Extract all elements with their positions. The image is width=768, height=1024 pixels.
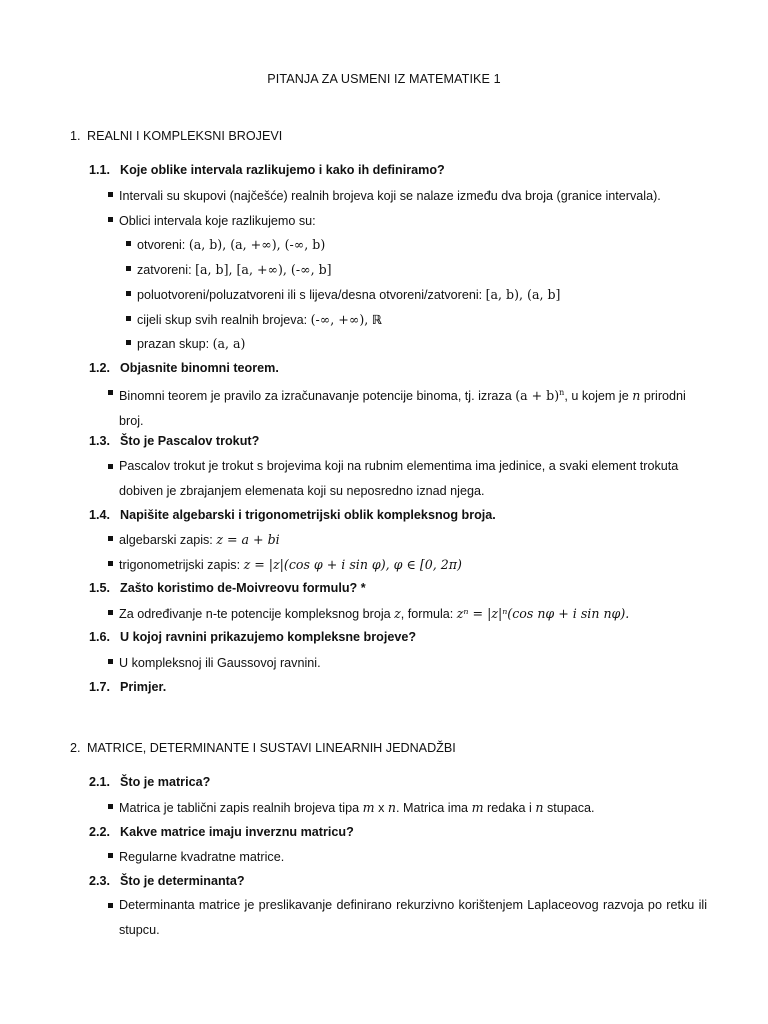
bullet-item: Intervali su skupovi (najčešće) realnih brojeva koji se nalaze između dva broja (granice intervala).	[108, 188, 661, 203]
bullet-square-icon	[108, 192, 113, 197]
bullet-square-icon	[108, 903, 113, 908]
bullet-square-icon	[126, 266, 131, 271]
page-title: PITANJA ZA USMENI IZ MATEMATIKE 1	[267, 72, 501, 86]
question-2-1: 2.1. Što je matrica?	[89, 775, 211, 789]
question-1-1: 1.1. Koje oblike intervala razlikujemo i kako ih definiramo?	[89, 163, 445, 177]
bullet-item: Matrica je tablični zapis realnih brojeva tipa m x n. Matrica ima m redaka i n stupaca.	[108, 800, 595, 815]
bullet-square-icon	[108, 659, 113, 664]
bullet-square-icon	[108, 390, 113, 395]
real-numbers-symbol: ℝ	[371, 312, 382, 328]
section-heading-2	[70, 741, 456, 755]
question-1-3: 1.3. Što je Pascalov trokut?	[89, 434, 260, 448]
bullet-square-icon	[108, 561, 113, 566]
question-1-4: 1.4. Napišite algebarski i trigonometrijski oblik kompleksnog broja.	[89, 508, 496, 522]
bullet-square-icon	[108, 464, 113, 469]
bullet-square-icon	[126, 340, 131, 345]
bullet-square-icon	[108, 804, 113, 809]
bullet-item: algebarski zapis: z = a + bi	[108, 532, 280, 547]
question-1-5: 1.5. Zašto koristimo de-Moivreovu formulu? *	[89, 581, 366, 595]
question-2-3: 2.3. Što je determinanta?	[89, 874, 245, 888]
bullet-item: Regularne kvadratne matrice.	[108, 849, 284, 864]
bullet-square-icon	[108, 217, 113, 222]
sub-bullet-item: poluotvoreni/poluzatvoreni ili s lijeva/desna otvoreni/zatvoreni: [a, b), (a, b]	[126, 287, 560, 302]
question-1-6: 1.6. U kojoj ravnini prikazujemo kompleksne brojeve?	[89, 630, 417, 644]
sub-bullet-item: otvoreni: (a, b), (a, +∞), (-∞, b)	[126, 237, 325, 252]
question-1-2: 1.2. Objasnite binomni teorem.	[89, 361, 279, 375]
sub-bullet-item: cijeli skup svih realnih brojeva: (-∞, +∞), ℝ	[126, 312, 382, 327]
bullet-square-icon	[108, 610, 113, 615]
bullet-item: Pascalov trokut je trokut s brojevima koji na rubnim elementima ima jedinice, a svaki element trokuta dobiven je zbrajanjem elemenata koji su neposredno iznad njega.	[108, 454, 709, 504]
section-heading-1	[70, 129, 282, 143]
bullet-item: Binomni teorem je pravilo za izračunavanje potencije binoma, tj. izraza $(a + b)^n$, u kojem je n prirodni broj.	[108, 380, 707, 434]
section-number: 2.	[70, 741, 81, 755]
bullet-item: trigonometrijski zapis: z = |z|(cos φ + i sin φ), φ ∈ [0, 2π)	[108, 557, 462, 572]
section-title: REALNI I KOMPLEKSNI BROJEVI	[87, 129, 283, 143]
section-title: MATRICE, DETERMINANTE I SUSTAVI LINEARNIH JEDNADŽBI	[87, 741, 456, 755]
bullet-item: Oblici intervala koje razlikujemo su:	[108, 213, 316, 228]
bullet-square-icon	[108, 853, 113, 858]
bullet-item: U kompleksnoj ili Gaussovoj ravnini.	[108, 655, 321, 670]
bullet-item: Za određivanje n-te potencije kompleksnog broja z, formula: zⁿ = |z|ⁿ(cos nφ + i sin nφ).	[108, 606, 629, 621]
question-1-7: 1.7. Primjer.	[89, 680, 167, 694]
bullet-square-icon	[126, 291, 131, 296]
bullet-square-icon	[126, 241, 131, 246]
bullet-square-icon	[126, 316, 131, 321]
bullet-square-icon	[108, 536, 113, 541]
question-2-2: 2.2. Kakve matrice imaju inverznu matricu?	[89, 825, 354, 839]
sub-bullet-item: zatvoreni: [a, b], [a, +∞), (-∞, b]	[126, 262, 332, 277]
sub-bullet-item: prazan skup: (a, a)	[126, 336, 245, 351]
bullet-item: Determinanta matrice je preslikavanje definirano rekurzivno korištenjem Laplaceovog razvoja po retku ili stupcu.	[108, 893, 707, 943]
section-number: 1.	[70, 129, 81, 143]
